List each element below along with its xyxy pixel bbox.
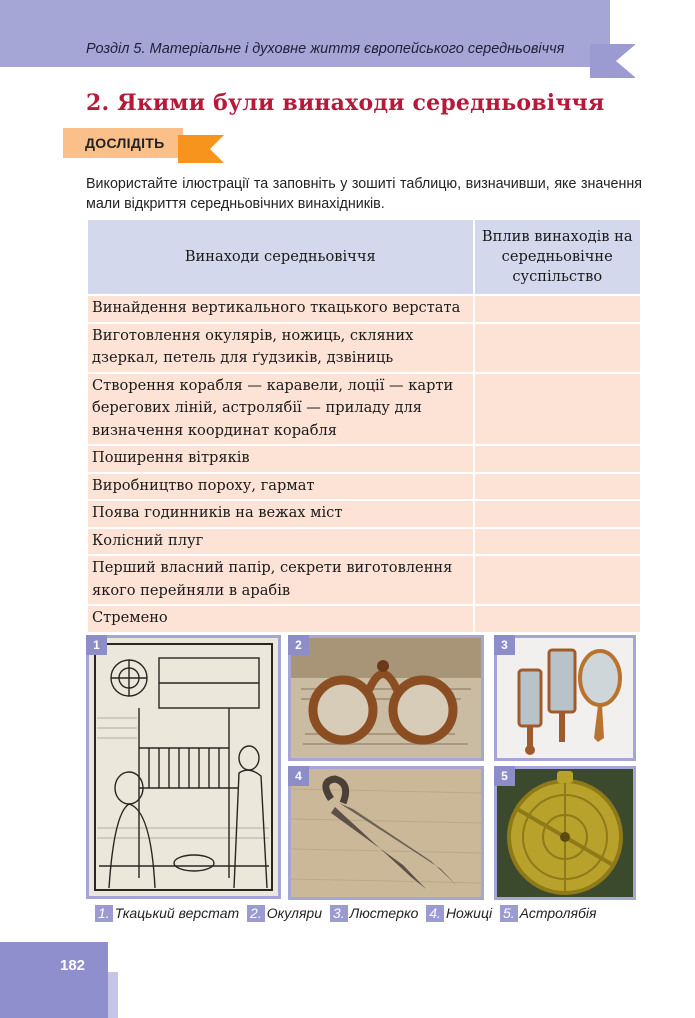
invention-cell: Створення корабля — каравели, лоції — карти берегових ліній, астролябії — приладу для визначення координат корабля	[87, 373, 474, 446]
caption-item	[95, 905, 239, 921]
caption-item	[330, 905, 418, 921]
invention-cell: Стремено	[87, 605, 474, 633]
table-row	[87, 528, 641, 556]
chapter-title: Розділ 5. Матеріальне і духовне життя європейського середньовіччя	[86, 41, 565, 57]
explore-label: ДОСЛІДІТЬ	[85, 135, 165, 151]
spectacles-image	[291, 638, 481, 758]
invention-cell: Виробництво пороху, гармат	[87, 473, 474, 501]
impact-cell	[474, 605, 642, 633]
caption-text: Ножиці	[445, 905, 493, 921]
impact-cell	[474, 295, 642, 323]
instructions-text: Використайте ілюстрації та заповніть у зошиті таблицю, визначивши, яке значення мали відкриття середньовічних винахідників.	[86, 176, 642, 212]
table-row	[87, 445, 641, 473]
figure-number: 2	[288, 635, 309, 655]
explore-badge	[63, 128, 183, 158]
caption-number: 4.	[426, 905, 444, 922]
inventions-table	[86, 218, 642, 634]
impact-cell	[474, 323, 642, 373]
invention-cell: Перший власний папір, секрети виготовлення якого перейняли в арабів	[87, 555, 474, 605]
section-title: 2. Якими були винаходи середньовіччя	[86, 90, 605, 116]
caption-item	[247, 905, 322, 921]
shears-image	[291, 769, 481, 897]
caption-item	[426, 905, 492, 921]
impact-cell	[474, 555, 642, 605]
table-row	[87, 500, 641, 528]
column-header-impact: Вплив винаходів на середньовічне суспільство	[474, 219, 642, 295]
table-row	[87, 295, 641, 323]
caption-text: Ткацький верстат	[114, 905, 240, 921]
mirrors-image	[497, 638, 633, 758]
chapter-header-band	[0, 0, 610, 67]
caption-item	[500, 905, 596, 921]
table-row	[87, 555, 641, 605]
figure-number: 3	[494, 635, 515, 655]
header-ribbon	[590, 44, 635, 78]
impact-cell	[474, 473, 642, 501]
impact-cell	[474, 528, 642, 556]
table-header-row	[87, 219, 641, 295]
caption-number: 5.	[500, 905, 518, 922]
figure-number: 5	[494, 766, 515, 786]
footer-strip	[108, 972, 118, 1018]
caption-number: 2.	[247, 905, 265, 922]
impact-cell	[474, 445, 642, 473]
figure-3	[494, 635, 636, 761]
footer-band	[0, 942, 108, 1018]
caption-text: Окуляри	[266, 905, 323, 921]
figure-1	[86, 635, 281, 899]
column-header-inventions: Винаходи середньовіччя	[87, 219, 474, 295]
caption-text: Люстерко	[349, 905, 419, 921]
loom-woodcut-image	[89, 638, 278, 896]
figure-5	[494, 766, 636, 900]
figure-number: 4	[288, 766, 309, 786]
invention-cell: Колісний плуг	[87, 528, 474, 556]
invention-cell: Виготовлення окулярів, ножиць, скляних дзеркал, петель для ґудзиків, дзвіниць	[87, 323, 474, 373]
figure-4	[288, 766, 484, 900]
table-row	[87, 373, 641, 446]
caption-number: 1.	[95, 905, 113, 922]
impact-cell	[474, 500, 642, 528]
invention-cell: Винайдення вертикального ткацького верстата	[87, 295, 474, 323]
figure-2	[288, 635, 484, 761]
explore-flag-icon	[178, 135, 224, 163]
impact-cell	[474, 373, 642, 446]
table-row	[87, 605, 641, 633]
invention-cell: Поява годинників на вежах міст	[87, 500, 474, 528]
figure-number: 1	[86, 635, 107, 655]
table-row	[87, 323, 641, 373]
figure-captions	[95, 905, 600, 922]
caption-text: Астролябія	[519, 905, 597, 921]
page-number: 182	[60, 957, 86, 974]
astrolabe-image	[497, 769, 633, 897]
invention-cell: Поширення вітряків	[87, 445, 474, 473]
caption-number: 3.	[330, 905, 348, 922]
table-row	[87, 473, 641, 501]
